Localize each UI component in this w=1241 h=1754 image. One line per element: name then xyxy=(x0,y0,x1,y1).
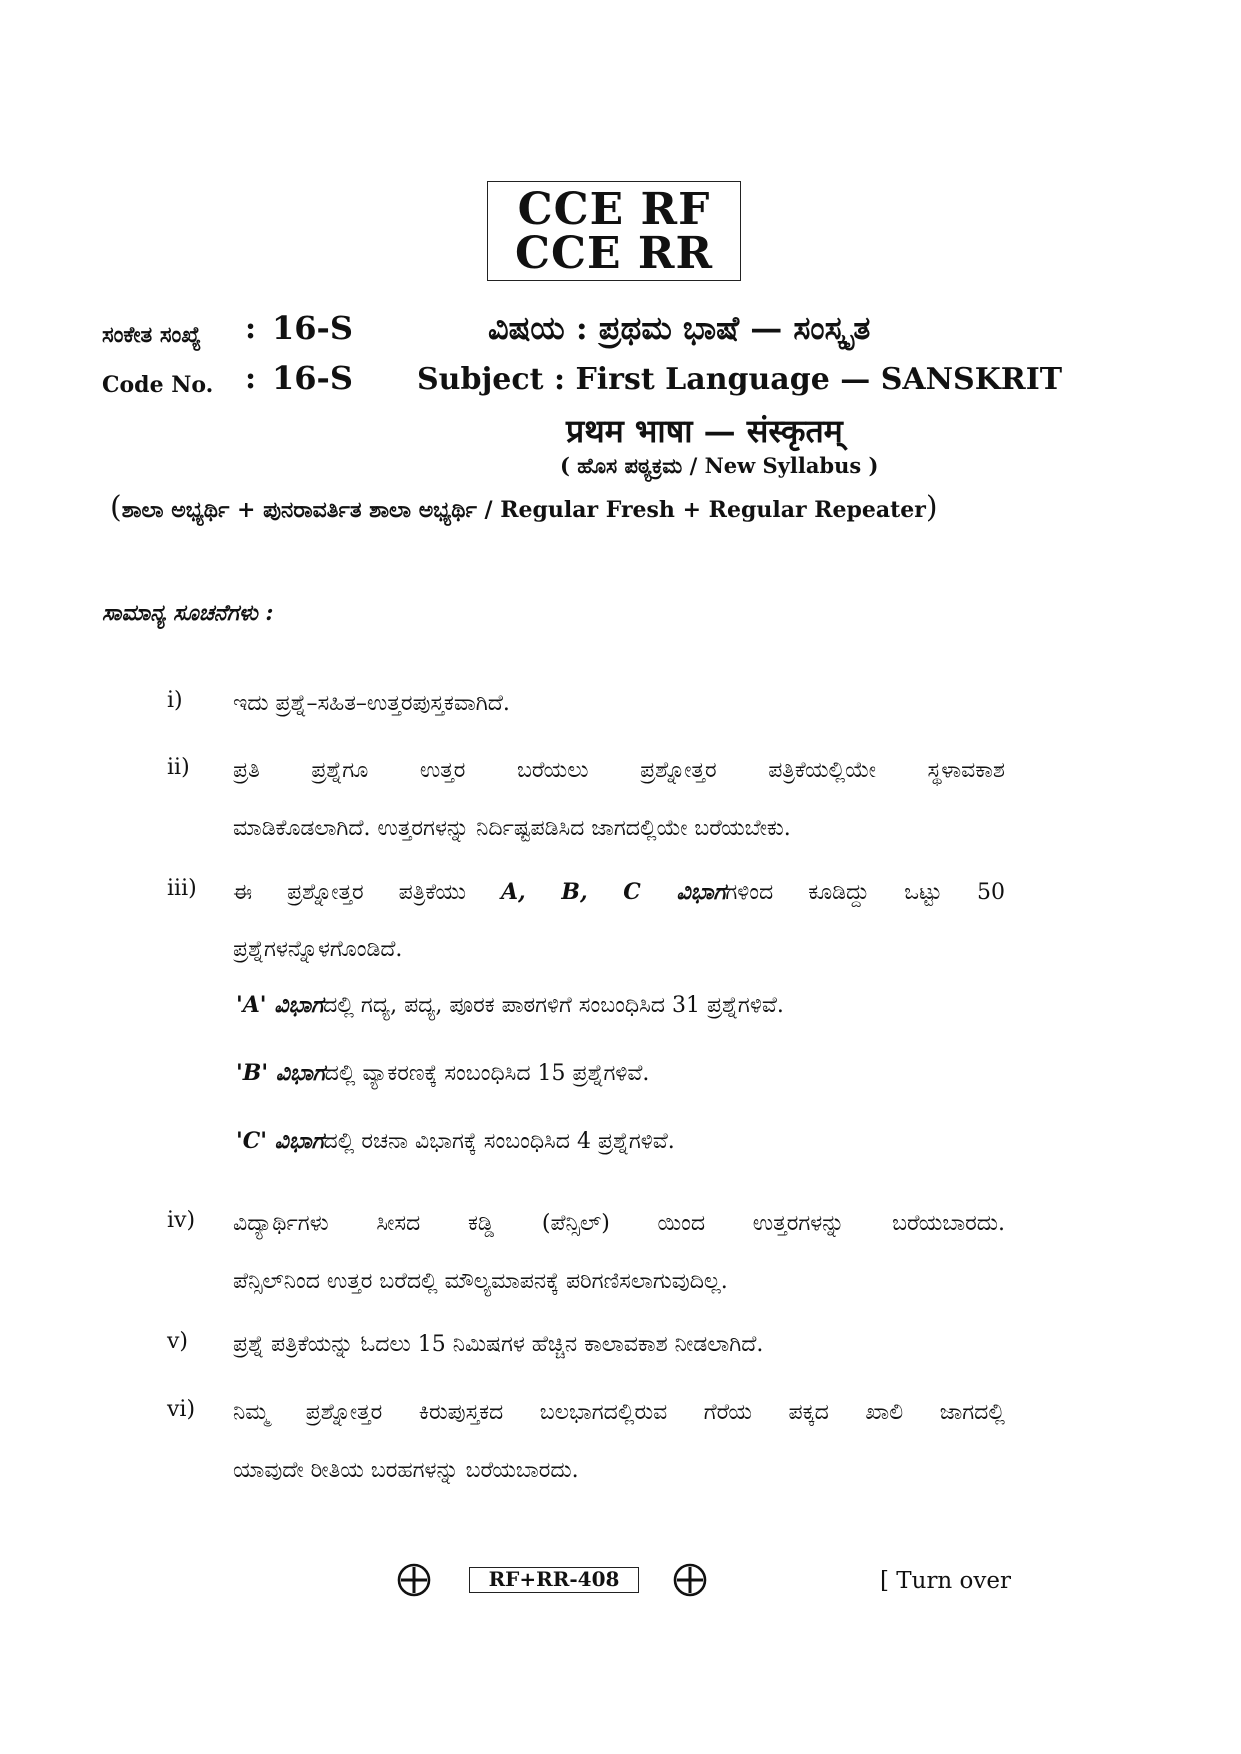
instruction-item-line: ನಿಮ್ಮ ಪ್ರಶ್ನೋತ್ತರ ಕಿರುಪುಸ್ತಕದ ಬಲಭಾಗದಲ್ಲಿರುವ ಗೆರೆಯ ಪಕ್ಕದ ಖಾಲಿ ಜಾಗದಲ್ಲಿ xyxy=(233,1400,1005,1425)
code-value: 16-S xyxy=(272,359,353,397)
registration-mark-icon xyxy=(673,1563,707,1597)
open-paren: ( xyxy=(110,490,122,525)
code-label-kannada: ಸಂಕೇತ ಸಂಖ್ಯೆ xyxy=(102,322,202,348)
section-b-note xyxy=(236,1060,649,1086)
section-text: ದಲ್ಲಿ ರಚನಾ ವಿಭಾಗಕ್ಕೆ ಸಂಬಂಧಿಸಿದ 4 ಪ್ರಶ್ನೆಗಳಿವೆ. xyxy=(323,1129,675,1154)
code-colon: : xyxy=(245,361,257,396)
instruction-item-line: ಪ್ರಶ್ನೆಗಳನ್ನೊಳಗೊಂಡಿದೆ. xyxy=(233,937,403,962)
item-number: vi) xyxy=(167,1397,196,1422)
candidate-type xyxy=(110,490,938,525)
exam-type-box xyxy=(487,181,741,281)
subject-english: Subject : First Language — SANSKRIT xyxy=(417,362,1063,397)
section-label: 'C' ವಿಭಾಗ xyxy=(236,1128,324,1154)
sections-bold: A, B, C ವಿಭಾಗ xyxy=(500,879,726,905)
section-label: 'A' ವಿಭಾಗ xyxy=(236,992,324,1018)
instruction-item-line: ಯಾವುದೇ ರೀತಿಯ ಬರಹಗಳನ್ನು ಬರೆಯಬಾರದು. xyxy=(233,1458,579,1483)
code-label-english: Code No. xyxy=(102,372,214,398)
instruction-item: ಪ್ರಶ್ನೆ ಪತ್ರಿಕೆಯನ್ನು ಓದಲು 15 ನಿಮಿಷಗಳ ಹೆಚ್ಚಿನ ಕಾಲಾವಕಾಶ ನೀಡಲಾಗಿದೆ. xyxy=(233,1332,764,1357)
exam-type-line-1: CCE RF xyxy=(517,184,711,235)
item-number: ii) xyxy=(167,755,190,780)
section-label: 'B' ವಿಭಾಗ xyxy=(236,1060,325,1086)
close-paren: ) xyxy=(925,490,938,525)
instruction-item-line xyxy=(233,863,1005,922)
registration-mark-icon xyxy=(397,1563,431,1597)
syllabus-note: ( ಹೊಸ ಪಠ್ಯಕ್ರಮ / New Syllabus ) xyxy=(560,453,879,478)
candidate-text: ಶಾಲಾ ಅಭ್ಯರ್ಥಿ + ಪುನರಾವರ್ತಿತ ಶಾಲಾ ಅಭ್ಯರ್ಥಿ / Regular Fresh + Regular Repeater xyxy=(121,497,926,523)
item-number: iv) xyxy=(167,1208,196,1233)
instruction-item-line: ಪೆನ್ಸಿಲ್‌ನಿಂದ ಉತ್ತರ ಬರೆದಲ್ಲಿ ಮೌಲ್ಯಮಾಪನಕ್ಕೆ ಪರಿಗಣಿಸಲಾಗುವುದಿಲ್ಲ. xyxy=(233,1269,728,1294)
instruction-item-line: ವಿದ್ಯಾರ್ಥಿಗಳು ಸೀಸದ ಕಡ್ಡಿ (ಪೆನ್ಸಿಲ್) ಯಿಂದ ಉತ್ತರಗಳನ್ನು ಬರೆಯಬಾರದು. xyxy=(233,1211,1005,1236)
instruction-item-line: ಮಾಡಿಕೊಡಲಾಗಿದೆ. ಉತ್ತರಗಳನ್ನು ನಿರ್ದಿಷ್ಟಪಡಿಸಿದ ಜಾಗದಲ್ಲಿಯೇ ಬರೆಯಬೇಕು. xyxy=(233,816,791,841)
item-number: iii) xyxy=(167,876,197,901)
code-value: 16-S xyxy=(272,309,353,347)
item-number: i) xyxy=(167,688,183,713)
instruction-item-line: ಪ್ರತಿ ಪ್ರಶ್ನೆಗೂ ಉತ್ತರ ಬರೆಯಲು ಪ್ರಶ್ನೋತ್ತರ ಪತ್ರಿಕೆಯಲ್ಲಿಯೇ ಸ್ಥಳಾವಕಾಶ xyxy=(233,758,1005,783)
subject-sanskrit: प्रथम भाषा — संस्कृतम् xyxy=(566,412,843,450)
section-text: ದಲ್ಲಿ ವ್ಯಾಕರಣಕ್ಕೆ ಸಂಬಂಧಿಸಿದ 15 ಪ್ರಶ್ನೆಗಳಿವೆ. xyxy=(324,1061,650,1086)
text-part: ಗಳಿಂದ ಕೂಡಿದ್ದು ಒಟ್ಟು 50 xyxy=(725,880,1005,905)
turn-over-note: [ Turn over xyxy=(880,1568,1012,1594)
page-code: RF+RR-408 xyxy=(469,1567,639,1593)
instruction-item: ಇದು ಪ್ರಶ್ನೆ–ಸಹಿತ–ಉತ್ತರಪುಸ್ತಕವಾಗಿದೆ. xyxy=(233,691,510,716)
section-a-note xyxy=(236,992,784,1018)
item-number: v) xyxy=(167,1329,189,1354)
section-c-note xyxy=(236,1128,675,1154)
instructions-heading: ಸಾಮಾನ್ಯ ಸೂಚನೆಗಳು : xyxy=(102,600,274,626)
code-colon: : xyxy=(245,311,257,346)
exam-type-line-2: CCE RR xyxy=(514,228,714,279)
section-text: ದಲ್ಲಿ ಗದ್ಯ, ಪದ್ಯ, ಪೂರಕ ಪಾಠಗಳಿಗೆ ಸಂಬಂಧಿಸಿದ 31 ಪ್ರಶ್ನೆಗಳಿವೆ. xyxy=(323,993,784,1018)
text-part: ಈ ಪ್ರಶ್ನೋತ್ತರ ಪತ್ರಿಕೆಯು xyxy=(233,880,501,905)
subject-kannada: ವಿಷಯ : ಪ್ರಥಮ ಭಾಷೆ — ಸಂಸ್ಕೃತ xyxy=(488,309,871,347)
